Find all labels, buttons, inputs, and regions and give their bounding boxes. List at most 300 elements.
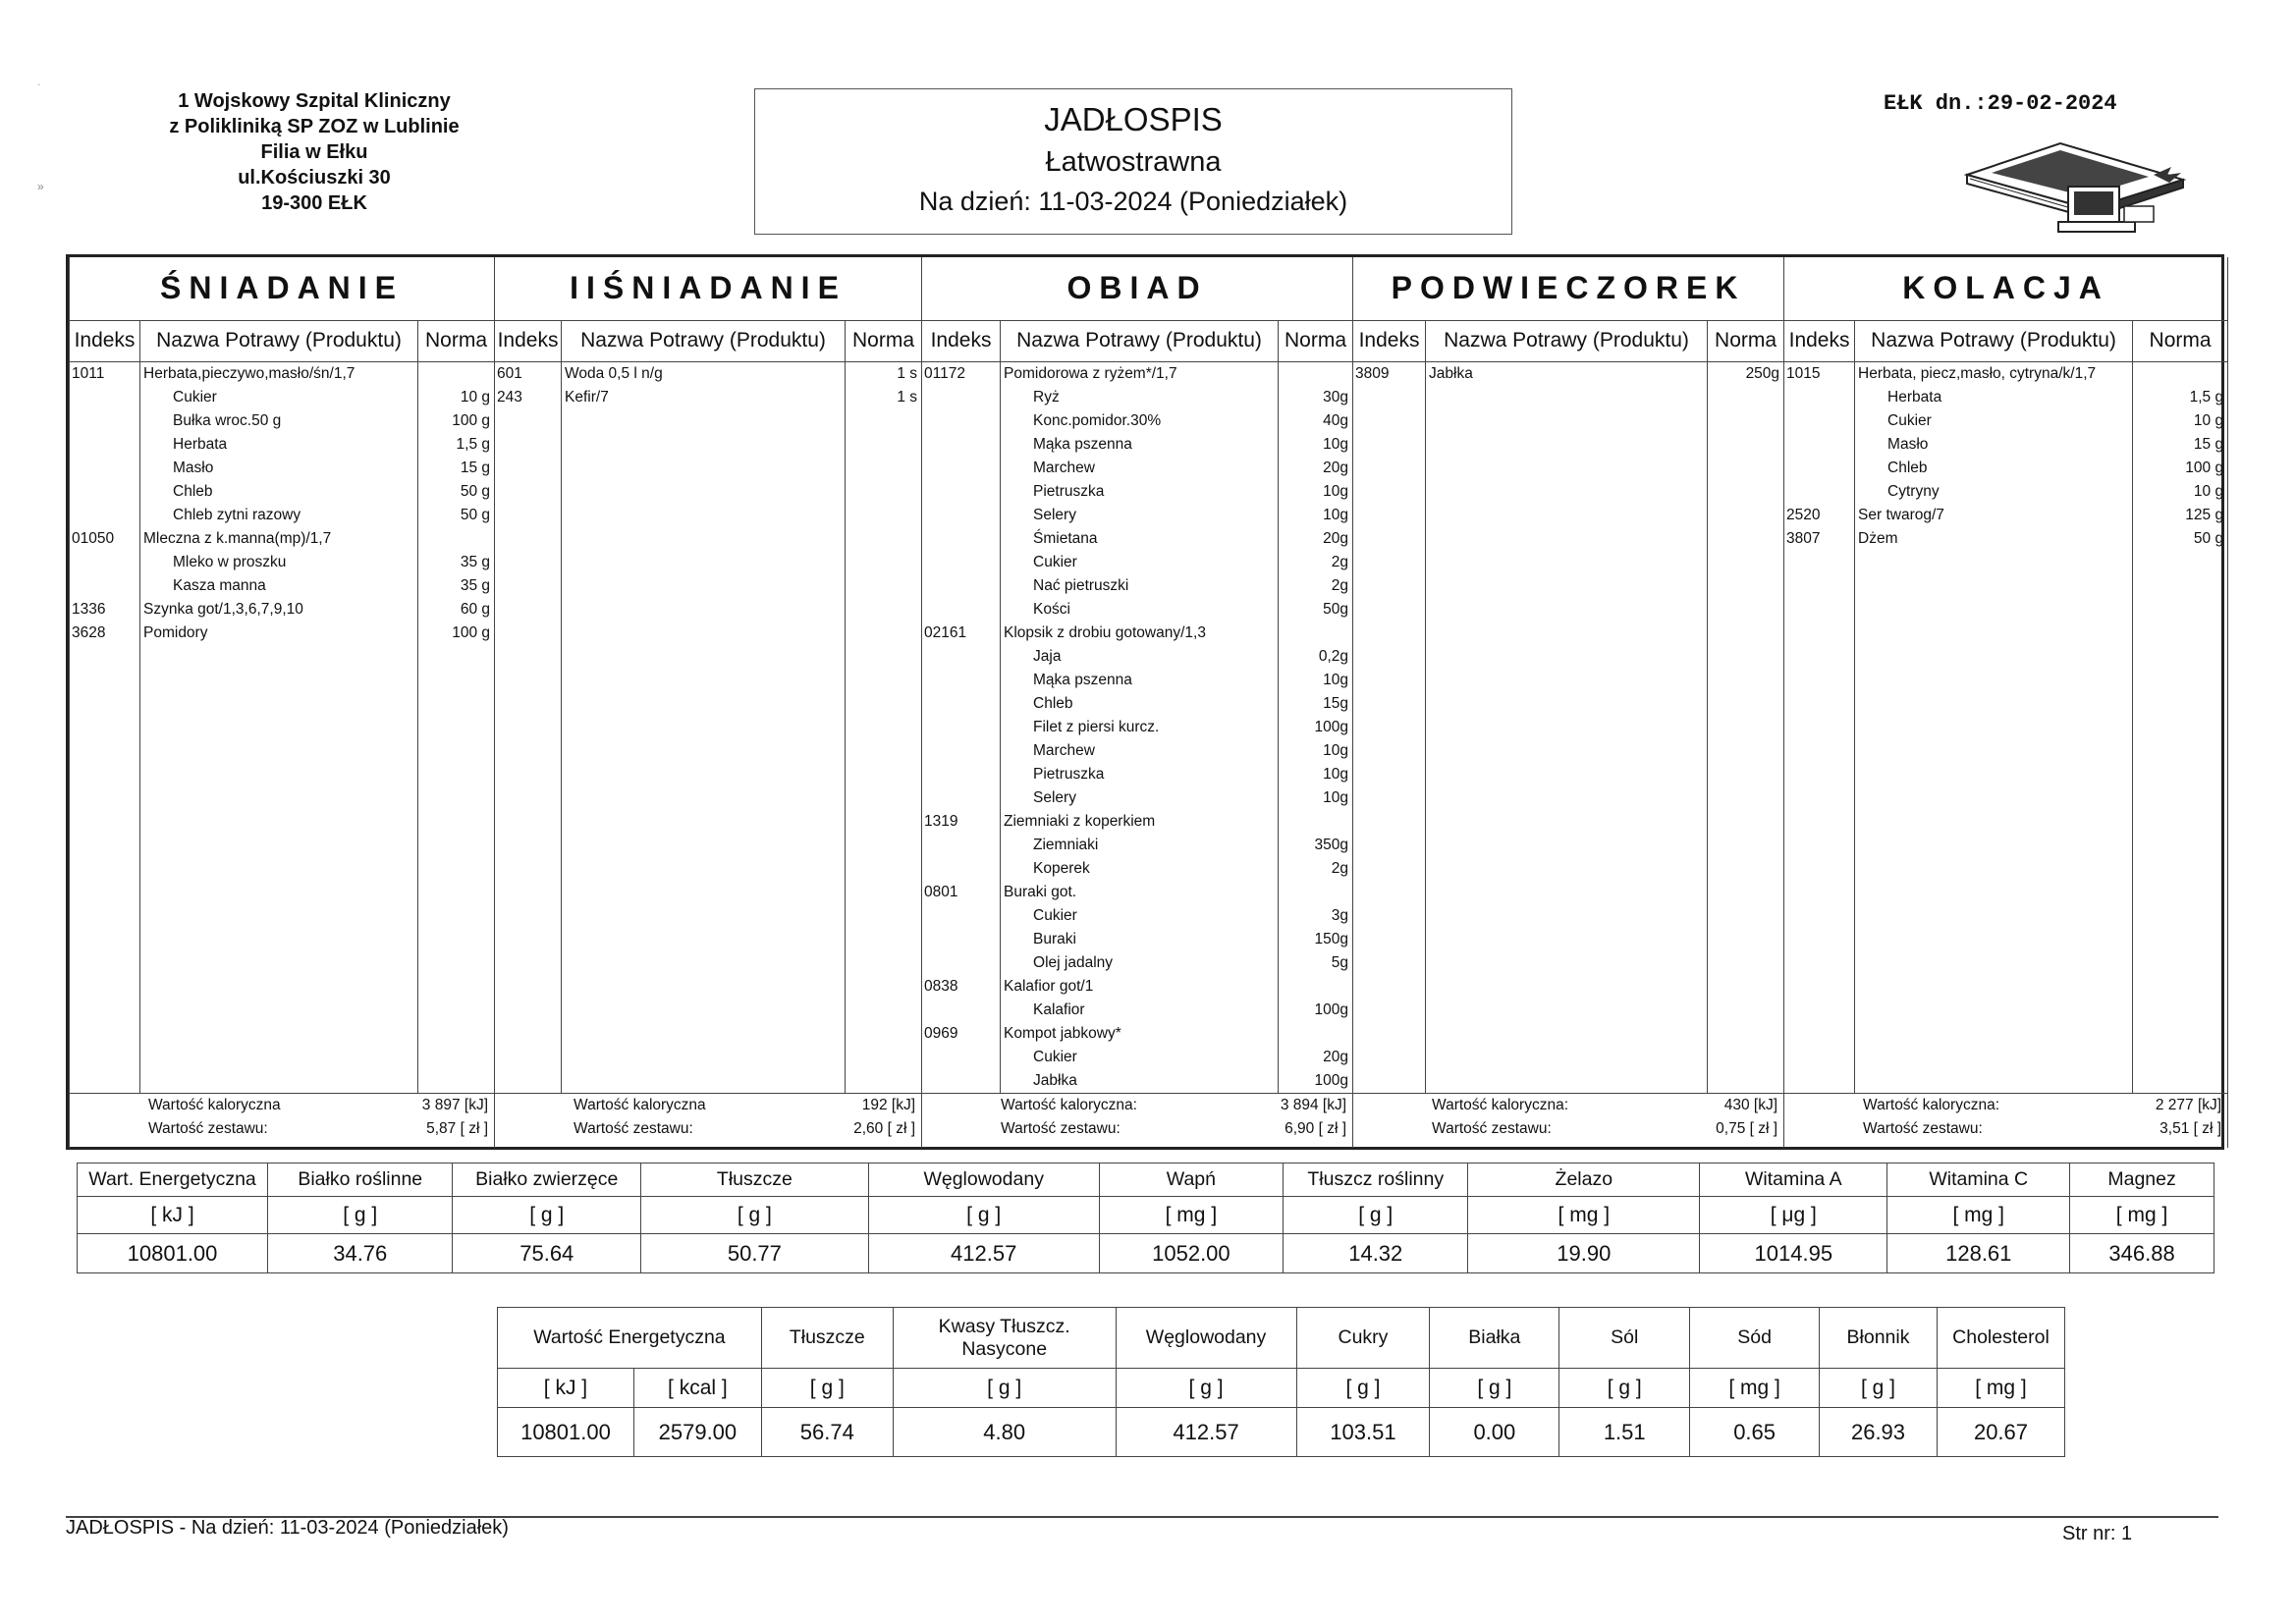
meal-item-name [1001,928,1278,951]
nutrition2-value: 26.93 [1820,1408,1938,1457]
meal-item-index [1784,433,1854,457]
meal-item-index [922,692,1000,716]
meal-item-index: 01172 [924,364,965,382]
meal-item-name [1855,409,2132,433]
meal-item-name [1001,834,1278,857]
meal-item-norm [1279,881,1352,904]
meal-item-name [1001,1046,1278,1069]
energy-line [1353,1094,1783,1117]
meal-item-label: Koperek [1033,859,1090,877]
name-column [140,361,418,1093]
meal-item-label: Kości [1033,600,1070,618]
meal-item-label: Mąka pszenna [1033,671,1132,688]
meal-item-label: Cukier [173,388,217,406]
meal-item-index: 601 [497,364,522,382]
nutrition1-unit: [ g ] [868,1197,1099,1234]
index-column [922,361,1001,1093]
meal-item-name [140,386,417,409]
column-header-index: Indeks [1784,320,1855,361]
meal-item-label: Pietruszka [1033,765,1105,783]
nutrition1-value: 1014.95 [1700,1234,1887,1273]
meal-item-label: Cukier [1887,411,1932,429]
cost-label: Wartość zestawu: [1432,1119,1552,1137]
energy-line [495,1094,921,1117]
nutrition2-unit: [ g ] [1559,1369,1690,1408]
meal-summary [1784,1093,2228,1148]
meal-item-norm: 10g [1323,435,1349,453]
nutrition1-unit: [ g ] [1284,1197,1468,1234]
meal-item-index: 3628 [72,623,106,641]
energy-label: Wartość kaloryczna: [1432,1096,1568,1113]
meal-item-norm [418,362,494,386]
meal-item-index [70,457,139,480]
meal-item-norm: 100 g [2185,459,2224,476]
meal-item-index [922,574,1000,598]
nutrition2-unit: [ kJ ] [498,1369,634,1408]
meal-item-name [1001,857,1278,881]
meal-item-label: Ziemniaki z koperkiem [1004,812,1156,830]
column-header-name: Nazwa Potrawy (Produktu) [140,320,418,361]
nutrition1-value: 346.88 [2070,1234,2214,1273]
meal-item-name [1001,1069,1278,1093]
meal-item-norm: 100 g [452,411,491,429]
nutrition2-header: Węglowodany [1116,1308,1296,1369]
meal-item-label: Mąka pszenna [1033,435,1132,453]
meal-item-label: Ser twarog/7 [1858,506,1944,523]
nutrition2-header: Tłuszcze [761,1308,893,1369]
energy-label: Wartość kaloryczna [574,1096,706,1113]
nutrition1-header: Wart. Energetyczna [78,1163,268,1197]
nutrition2-unit: [ g ] [1116,1369,1296,1408]
meal-plan-table [66,254,2224,1150]
meal-item-name [140,409,417,433]
energy-line [922,1094,1352,1117]
energy-value: 430 [kJ] [1723,1096,1778,1113]
nutrition2-unit: [ g ] [893,1369,1116,1408]
meal-item-name [1001,433,1278,457]
meal-item-index [922,433,1000,457]
meal-item-name [1001,904,1278,928]
meal-item-label: Herbata, piecz,masło, cytryna/k/1,7 [1858,364,2097,382]
meal-title-dinner: KOLACJA [1784,257,2228,320]
energy-line [70,1094,494,1117]
scan-mark: ` [37,83,41,94]
meal-item-label: Marchew [1033,459,1095,476]
meal-item-norm [1279,975,1352,999]
meal-item-index [70,574,139,598]
meal-item-name [562,386,845,409]
nutrition2-unit: [ g ] [1820,1369,1938,1408]
meal-item-index: 1336 [72,600,106,618]
meal-item-index [70,409,139,433]
meal-item-label: Kompot jabkowy* [1004,1024,1121,1042]
meal-item-norm: 350g [1314,836,1349,853]
nutrition1-header: Magnez [2070,1163,2214,1197]
nutrition2-value: 4.80 [893,1408,1116,1457]
nutrition1-value: 34.76 [268,1234,453,1273]
nutrition2-header: Białka [1430,1308,1559,1369]
meal-item-label: Ryż [1033,388,1060,406]
meal-item-norm: 5g [1331,953,1349,971]
energy-line [1784,1094,2227,1117]
meal-item-name [1001,975,1278,999]
nutrition1-header: Tłuszcze [641,1163,869,1197]
meal-item-index [922,928,1000,951]
meal-item-name [1855,504,2132,527]
meal-item-norm: 20g [1323,529,1349,547]
meal-item-label: Konc.pomidor.30% [1033,411,1162,429]
meal-item-index [70,480,139,504]
meal-item-index [922,551,1000,574]
meal-item-name [1001,574,1278,598]
meal-item-norm [418,527,494,551]
nutrition-table-1 [77,1163,2214,1273]
meal-item-name [1001,551,1278,574]
meal-item-label: Chleb [1887,459,1928,476]
nutrition2-header: Sód [1690,1308,1820,1369]
cost-line [922,1117,1352,1141]
hospital-line: z Polikliniką SP ZOZ w Lublinie [169,116,460,137]
meal-item-index: 01050 [72,529,115,547]
meal-item-name [1001,739,1278,763]
column-header-name: Nazwa Potrawy (Produktu) [1001,320,1279,361]
nutrition1-header: Wapń [1099,1163,1283,1197]
meal-item-norm: 50g [1323,600,1349,618]
meal-item-name [1001,504,1278,527]
meal-item-label: Masło [173,459,214,476]
column-header-index: Indeks [922,320,1001,361]
meal-item-index [922,386,1000,409]
index-column [70,361,140,1093]
cost-value: 6,90 [ zł ] [1285,1119,1347,1137]
meal-item-label: Mleczna z k.manna(mp)/1,7 [143,529,332,547]
column-header-norm: Norma [1708,320,1784,361]
meal-item-index [922,598,1000,622]
nutrition1-header: Białko roślinne [268,1163,453,1197]
column-header-norm: Norma [1279,320,1353,361]
meal-item-name [562,362,845,386]
meal-item-label: Pomidorowa z ryżem*/1,7 [1004,364,1177,382]
meal-item-label: Herbata [173,435,228,453]
nutrition2-unit: [ mg ] [1937,1369,2064,1408]
meal-item-name [140,527,417,551]
nutrition2-header: Kwasy Tłuszcz. Nasycone [893,1308,1116,1369]
meal-item-norm: 20g [1323,1048,1349,1065]
meal-item-norm [1279,362,1352,386]
meal-item-name [1855,386,2132,409]
meal-item-norm: 15g [1323,694,1349,712]
meal-item-norm: 10g [1323,671,1349,688]
meal-item-index [922,409,1000,433]
nutrition1-header: Białko zwierzęce [453,1163,641,1197]
cost-value: 5,87 [ zł ] [426,1119,489,1137]
index-column [1353,361,1426,1093]
meal-item-index [922,716,1000,739]
meal-item-name [1001,622,1278,645]
nutrition1-value: 50.77 [641,1234,869,1273]
meal-summary [70,1093,495,1148]
meal-item-name [1001,810,1278,834]
nutrition2-value: 56.74 [761,1408,893,1457]
meal-item-label: Jabłka [1033,1071,1077,1089]
meal-item-label: Dżem [1858,529,1898,547]
meal-item-label: Pietruszka [1033,482,1105,500]
meal-summary [1353,1093,1784,1148]
meal-item-label: Masło [1887,435,1929,453]
meal-item-index: 3807 [1786,529,1821,547]
page-number: Str nr: 1 [2062,1523,2133,1544]
meal-item-name [140,598,417,622]
meal-item-index [922,1046,1000,1069]
cost-line [1784,1117,2227,1141]
diet-name: Łatwostrawna [1045,146,1222,178]
column-header-norm: Norma [418,320,495,361]
meal-item-norm: 2g [1331,576,1349,594]
meal-item-label: Pomidory [143,623,208,641]
meal-item-norm: 10 g [460,388,491,406]
meal-item-norm: 50 g [460,506,491,523]
column-header-name: Nazwa Potrawy (Produktu) [1426,320,1708,361]
nutrition1-unit: [ mg ] [1468,1197,1700,1234]
meal-item-norm: 1 s [897,364,918,382]
meal-item-name [140,504,417,527]
name-column [1426,361,1708,1093]
meal-item-index [922,739,1000,763]
meal-item-norm: 15 g [2193,435,2224,453]
meal-item-name [1001,480,1278,504]
meal-item-label: Bułka wroc.50 g [173,411,282,429]
meal-item-norm: 35 g [460,576,491,594]
footer-title: JADŁOSPIS - Na dzień: 11-03-2024 (Poniedziałek) [66,1517,509,1539]
cost-value: 0,75 [ zł ] [1716,1119,1778,1137]
nutrition1-unit: [ g ] [641,1197,869,1234]
meal-item-norm: 1,5 g [2189,388,2224,406]
meal-item-norm: 10g [1323,788,1349,806]
nutrition2-unit: [ g ] [761,1369,893,1408]
meal-title-second-breakfast: IIŚNIADANIE [495,257,922,320]
energy-value: 3 894 [kJ] [1280,1096,1347,1113]
meal-item-label: Jabłka [1429,364,1473,382]
title-box [754,88,1512,235]
column-header-name: Nazwa Potrawy (Produktu) [1855,320,2133,361]
meal-item-norm: 10g [1323,765,1349,783]
meal-item-index [70,433,139,457]
meal-item-index: 243 [497,388,522,406]
meal-item-label: Herbata [1887,388,1942,406]
nutrition-table-2 [497,1307,2065,1457]
nutrition1-value: 75.64 [453,1234,641,1273]
meal-item-name [1001,999,1278,1022]
meal-item-norm: 50 g [2193,529,2224,547]
meal-item-name [140,457,417,480]
meal-item-index: 1015 [1786,364,1821,382]
column-header-index: Indeks [70,320,140,361]
meal-item-name [1001,386,1278,409]
nutrition1-header: Tłuszcz roślinny [1284,1163,1468,1197]
meal-item-norm: 3g [1331,906,1349,924]
nutrition2-unit: [ g ] [1296,1369,1430,1408]
meal-item-label: Olej jadalny [1033,953,1114,971]
scan-mark: » [37,180,44,193]
meal-item-index [1784,386,1854,409]
meal-item-name [140,362,417,386]
meal-item-index: 0969 [924,1024,958,1042]
meal-item-name [1855,457,2132,480]
meal-item-label: Kalafior [1033,1001,1085,1018]
meal-summary [922,1093,1353,1148]
meal-item-index [1784,480,1854,504]
meal-item-index: 3809 [1355,364,1390,382]
nutrition2-value: 20.67 [1937,1408,2064,1457]
meal-item-label: Selery [1033,506,1076,523]
nutrition2-unit: [ kcal ] [633,1369,761,1408]
nutrition2-unit: [ g ] [1430,1369,1559,1408]
meal-item-index [922,857,1000,881]
meal-item-label: Chleb [173,482,213,500]
nutrition2-value: 10801.00 [498,1408,634,1457]
nutrition1-unit: [ mg ] [1099,1197,1283,1234]
meal-item-norm: 100g [1314,1001,1349,1018]
meal-item-norm: 15 g [460,459,491,476]
meal-item-index [1784,457,1854,480]
meal-item-index [70,386,139,409]
norm-column [1708,361,1784,1093]
index-column [495,361,562,1093]
nutrition1-unit: [ g ] [268,1197,453,1234]
column-header-name: Nazwa Potrawy (Produktu) [562,320,846,361]
nutrition1-value: 19.90 [1468,1234,1700,1273]
meal-item-name [1001,786,1278,810]
meal-item-norm [1279,1022,1352,1046]
meal-item-name [1001,669,1278,692]
meal-item-index [922,786,1000,810]
nutrition1-value: 1052.00 [1099,1234,1283,1273]
cost-line [495,1117,921,1141]
issue-date: EŁK dn.:29-02-2024 [1884,91,2117,116]
meal-item-label: Buraki [1033,930,1076,947]
hospital-line: ul.Kościuszki 30 [238,167,391,189]
meal-item-label: Woda 0,5 l n/g [565,364,663,382]
column-header-index: Indeks [495,320,562,361]
meal-item-norm: 10 g [2193,411,2224,429]
meal-item-label: Śmietana [1033,529,1098,547]
meal-item-name [1001,1022,1278,1046]
meal-item-norm: 100g [1314,1071,1349,1089]
nutrition2-header: Sól [1559,1308,1690,1369]
meal-item-norm: 10 g [2193,482,2224,500]
meal-item-index [922,834,1000,857]
cost-value: 3,51 [ zł ] [2159,1119,2222,1137]
meal-item-norm: 50 g [460,482,491,500]
nutrition2-value: 0.00 [1430,1408,1559,1457]
meal-item-index: 0838 [924,977,958,995]
meal-item-norm: 60 g [460,600,491,618]
meal-item-name [1001,881,1278,904]
meal-title-lunch: OBIAD [922,257,1353,320]
meal-item-norm: 10g [1323,741,1349,759]
meal-item-name [1001,716,1278,739]
meal-item-label: Jaja [1033,647,1062,665]
meal-item-name [1001,362,1278,386]
meal-item-name [140,551,417,574]
meal-item-name [1855,527,2132,551]
meal-item-name [1001,527,1278,551]
column-header-norm: Norma [846,320,922,361]
hospital-line: 19-300 EŁK [261,192,367,214]
meal-item-name [1855,480,2132,504]
meal-item-label: Marchew [1033,741,1095,759]
meal-item-index [922,999,1000,1022]
meal-item-label: Chleb zytni razowy [173,506,301,523]
nutrition2-unit: [ mg ] [1690,1369,1820,1408]
meal-item-norm: 2g [1331,553,1349,570]
page-title: JADŁOSPIS [1044,101,1223,137]
nutrition2-value: 2579.00 [633,1408,761,1457]
name-column [1001,361,1279,1093]
meal-item-index [922,904,1000,928]
meal-item-label: Kefir/7 [565,388,609,406]
nutrition1-value: 128.61 [1887,1234,2070,1273]
nutrition1-header: Węglowodany [868,1163,1099,1197]
meal-item-index [70,551,139,574]
meal-item-name [1001,598,1278,622]
norm-column [1279,361,1353,1093]
meal-item-norm: 1,5 g [456,435,491,453]
meal-item-name [1001,763,1278,786]
nutrition2-header: Cukry [1296,1308,1430,1369]
column-header-index: Indeks [1353,320,1426,361]
name-column [1855,361,2133,1093]
hospital-line: 1 Wojskowy Szpital Kliniczny [178,90,451,112]
meal-item-name [1001,457,1278,480]
meal-item-label: Herbata,pieczywo,masło/śn/1,7 [143,364,355,382]
meal-item-name [1855,362,2132,386]
cost-line [1353,1117,1783,1141]
cost-label: Wartość zestawu: [1001,1119,1121,1137]
meal-item-norm: 125 g [2185,506,2224,523]
nutrition1-unit: [ mg ] [1887,1197,2070,1234]
meal-item-name [1001,692,1278,716]
nutrition1-value: 412.57 [868,1234,1099,1273]
meal-item-label: Selery [1033,788,1076,806]
meal-item-index [922,951,1000,975]
index-column [1784,361,1855,1093]
cost-label: Wartość zestawu: [574,1119,693,1137]
nutrition2-value: 412.57 [1116,1408,1296,1457]
meal-item-norm: 150g [1314,930,1349,947]
book-computer-clipart [1962,135,2188,239]
nutrition1-unit: [ kJ ] [78,1197,268,1234]
meal-item-label: Filet z piersi kurcz. [1033,718,1160,735]
meal-item-index [922,1069,1000,1093]
meal-item-norm: 35 g [460,553,491,570]
nutrition2-value: 1.51 [1559,1408,1690,1457]
meal-item-norm: 100g [1314,718,1349,735]
meal-title-breakfast: ŚNIADANIE [70,257,495,320]
meal-item-label: Cukier [1033,1048,1077,1065]
nutrition2-header: Wartość Energetyczna [498,1308,762,1369]
meal-item-index [922,763,1000,786]
meal-item-index [922,527,1000,551]
nutrition1-unit: [ μg ] [1700,1197,1887,1234]
meal-item-norm: 10g [1323,482,1349,500]
meal-item-label: Nać pietruszki [1033,576,1129,594]
meal-item-norm: 20g [1323,459,1349,476]
meal-item-name [1426,362,1707,386]
meal-item-index [922,504,1000,527]
nutrition2-header: Błonnik [1820,1308,1938,1369]
meal-item-norm: 30g [1323,388,1349,406]
